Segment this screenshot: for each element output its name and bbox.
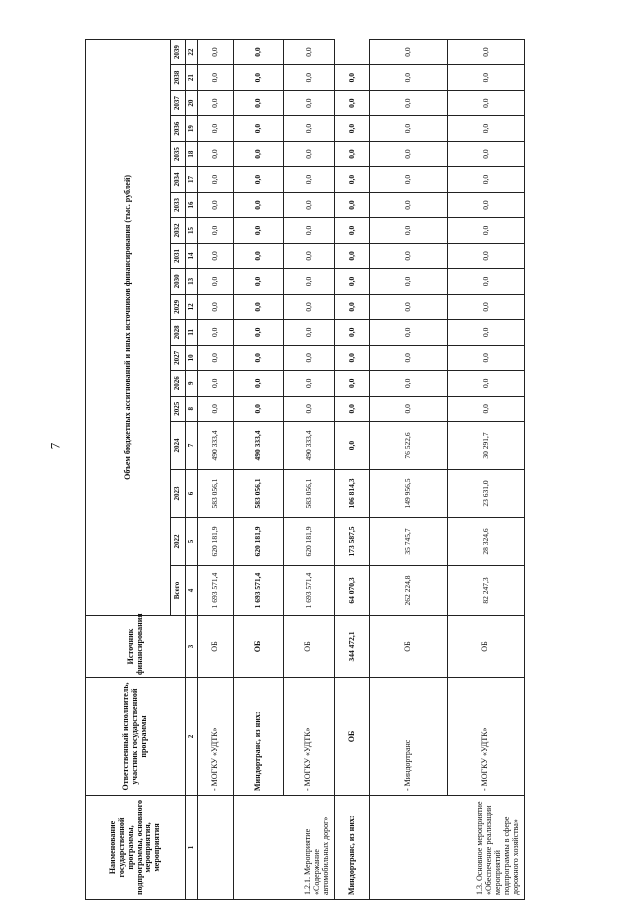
- value-2037-cell: 0,0: [334, 116, 370, 141]
- table-row: [334, 39, 370, 899]
- total-cell: 262 224,8: [370, 566, 447, 616]
- value-2037-cell: 0,0: [370, 90, 447, 115]
- value-2039-cell: 0,0: [198, 39, 234, 65]
- value-2022-cell: 620 181,9: [233, 518, 284, 566]
- value-2022-cell: 64 070,3: [334, 566, 370, 616]
- row-name-cell: 1.2.1. Мероприятие «Содержание автомобильных дорог»: [233, 796, 334, 900]
- table-row: [233, 39, 284, 899]
- value-2038-cell: 0,0: [198, 65, 234, 90]
- value-2025-cell: 0,0: [284, 396, 335, 421]
- value-2035-cell: 0,0: [370, 141, 447, 166]
- header-year-2038: 2038: [171, 65, 186, 90]
- total-cell: 1 693 571,4: [233, 566, 284, 616]
- value-2026-cell: 0,0: [334, 396, 370, 421]
- value-2025-cell: 0,0: [370, 396, 447, 421]
- value-2029-cell: 0,0: [233, 294, 284, 319]
- header-year-2028: 2028: [171, 320, 186, 345]
- value-2031-cell: 0,0: [198, 243, 234, 268]
- column-number: 8: [186, 396, 198, 421]
- value-2023-cell: 23 631,0: [447, 470, 524, 518]
- value-2032-cell: 0,0: [233, 218, 284, 243]
- responsible-cell: Миндортранс, из них:: [334, 796, 370, 900]
- column-number: 1: [186, 796, 198, 900]
- header-year-2030: 2030: [171, 269, 186, 294]
- value-2022-cell: 620 181,9: [198, 518, 234, 566]
- total-cell: 1 693 571,4: [284, 566, 335, 616]
- value-2039-cell: 0,0: [447, 39, 524, 65]
- value-2030-cell: 0,0: [284, 269, 335, 294]
- value-2036-cell: 0,0: [334, 141, 370, 166]
- row-name-cell: 1.3. Основное мероприятие «Обеспечение реализации мероприятий подпрограммы в сфере дорожного хозяйства»: [370, 796, 525, 900]
- value-2037-cell: 0,0: [233, 90, 284, 115]
- table-row: [447, 39, 524, 899]
- value-2036-cell: 0,0: [447, 116, 524, 141]
- value-2033-cell: 0,0: [198, 192, 234, 217]
- value-2027-cell: 0,0: [198, 345, 234, 370]
- value-2028-cell: 0,0: [447, 320, 524, 345]
- value-2037-cell: 0,0: [284, 90, 335, 115]
- value-2029-cell: 0,0: [370, 294, 447, 319]
- header-year-2035: 2035: [171, 141, 186, 166]
- value-2033-cell: 0,0: [370, 192, 447, 217]
- value-2032-cell: 0,0: [447, 218, 524, 243]
- value-2025-cell: 0,0: [233, 396, 284, 421]
- page-number: 7: [47, 442, 63, 450]
- value-2036-cell: 0,0: [233, 116, 284, 141]
- value-2035-cell: 0,0: [198, 141, 234, 166]
- value-2028-cell: 0,0: [284, 320, 335, 345]
- value-2029-cell: 0,0: [284, 294, 335, 319]
- value-2031-cell: 0,0: [334, 269, 370, 294]
- header-year-2025: 2025: [171, 396, 186, 421]
- column-number: 13: [186, 269, 198, 294]
- value-2023-cell: 173 587,5: [334, 518, 370, 566]
- value-2035-cell: 0,0: [284, 141, 335, 166]
- source-cell: ОБ: [447, 616, 524, 678]
- value-2033-cell: 0,0: [447, 192, 524, 217]
- funding-table: [85, 39, 525, 900]
- source-cell: ОБ: [370, 616, 447, 678]
- value-2039-cell: 0,0: [233, 39, 284, 65]
- header-year-2037: 2037: [171, 90, 186, 115]
- column-number: 2: [186, 678, 198, 796]
- source-cell: ОБ: [233, 616, 284, 678]
- value-2023-cell: 583 056,1: [233, 470, 284, 518]
- responsible-cell: - Миндортранс: [370, 678, 447, 796]
- value-2031-cell: 0,0: [233, 243, 284, 268]
- value-2036-cell: 0,0: [284, 116, 335, 141]
- total-cell: 82 247,3: [447, 566, 524, 616]
- column-number: 15: [186, 218, 198, 243]
- value-2028-cell: 0,0: [198, 320, 234, 345]
- column-number: 20: [186, 90, 198, 115]
- header-responsible: Ответственный исполнитель, участник государственной программы: [86, 678, 186, 796]
- value-2025-cell: 0,0: [198, 396, 234, 421]
- table-row: [370, 39, 447, 899]
- value-2024-cell: 490 333,4: [284, 422, 335, 470]
- total-cell: 344 472,1: [334, 616, 370, 678]
- value-2023-cell: 583 056,1: [198, 470, 234, 518]
- column-number: 9: [186, 371, 198, 396]
- value-2038-cell: 0,0: [334, 90, 370, 115]
- value-2029-cell: 0,0: [198, 294, 234, 319]
- value-2034-cell: 0,0: [233, 167, 284, 192]
- header-year-2034: 2034: [171, 167, 186, 192]
- header-year-2029: 2029: [171, 294, 186, 319]
- header-year-2036: 2036: [171, 116, 186, 141]
- value-2033-cell: 0,0: [233, 192, 284, 217]
- value-2038-cell: 0,0: [447, 65, 524, 90]
- value-2027-cell: 0,0: [284, 345, 335, 370]
- table-row: [284, 39, 335, 899]
- column-number: 11: [186, 320, 198, 345]
- column-number: 16: [186, 192, 198, 217]
- value-2037-cell: 0,0: [447, 90, 524, 115]
- value-2032-cell: 0,0: [370, 218, 447, 243]
- column-number: 10: [186, 345, 198, 370]
- value-2035-cell: 0,0: [334, 167, 370, 192]
- column-number: 4: [186, 566, 198, 616]
- funding-table-sheet: [85, 40, 525, 900]
- header-volume: Объем бюджетных ассигнований и иных источников финансирования (тыс. рублей): [86, 39, 171, 615]
- header-year-2027: 2027: [171, 345, 186, 370]
- value-2035-cell: 0,0: [233, 141, 284, 166]
- value-2027-cell: 0,0: [447, 345, 524, 370]
- value-2039-cell: 0,0: [284, 39, 335, 65]
- value-2022-cell: 28 324,6: [447, 518, 524, 566]
- value-2032-cell: 0,0: [334, 243, 370, 268]
- value-2036-cell: 0,0: [198, 116, 234, 141]
- value-2036-cell: 0,0: [370, 116, 447, 141]
- value-2030-cell: 0,0: [233, 269, 284, 294]
- value-2026-cell: 0,0: [284, 371, 335, 396]
- value-2028-cell: 0,0: [370, 320, 447, 345]
- header-year-2026: 2026: [171, 371, 186, 396]
- responsible-cell: - МОГКУ «УДТК»: [447, 678, 524, 796]
- column-number: 3: [186, 616, 198, 678]
- value-2024-cell: 76 522,6: [370, 422, 447, 470]
- column-number: 22: [186, 39, 198, 65]
- value-2034-cell: 0,0: [370, 167, 447, 192]
- value-2025-cell: 0,0: [334, 422, 370, 470]
- value-2030-cell: 0,0: [447, 269, 524, 294]
- column-number: 5: [186, 518, 198, 566]
- value-2024-cell: 490 333,4: [198, 422, 234, 470]
- table-row: [198, 39, 234, 899]
- column-number: 12: [186, 294, 198, 319]
- value-2038-cell: 0,0: [370, 65, 447, 90]
- value-2034-cell: 0,0: [198, 167, 234, 192]
- value-2030-cell: 0,0: [370, 269, 447, 294]
- column-number-row: [186, 39, 198, 899]
- responsible-cell: Миндортранс, из них:: [233, 678, 284, 796]
- value-2039-cell: 0,0: [370, 39, 447, 65]
- value-2030-cell: 0,0: [198, 269, 234, 294]
- header-year-2033: 2033: [171, 192, 186, 217]
- header-year-2031: 2031: [171, 243, 186, 268]
- column-number: 19: [186, 116, 198, 141]
- value-2031-cell: 0,0: [284, 243, 335, 268]
- header-year-2024: 2024: [171, 422, 186, 470]
- value-2029-cell: 0,0: [447, 294, 524, 319]
- header-total: Всего: [171, 566, 186, 616]
- value-2037-cell: 0,0: [198, 90, 234, 115]
- value-2030-cell: 0,0: [334, 294, 370, 319]
- value-2022-cell: 35 745,7: [370, 518, 447, 566]
- value-2034-cell: 0,0: [334, 192, 370, 217]
- source-cell: ОБ: [284, 616, 335, 678]
- value-2038-cell: 0,0: [233, 65, 284, 90]
- responsible-cell: - МОГКУ «УДТК»: [198, 678, 234, 796]
- value-2022-cell: 620 181,9: [284, 518, 335, 566]
- value-2024-cell: 30 291,7: [447, 422, 524, 470]
- header-name: Наименование государственной программы, подпрограммы, основного мероприятия, мероприятия: [86, 796, 186, 900]
- value-2027-cell: 0,0: [334, 371, 370, 396]
- value-2026-cell: 0,0: [233, 371, 284, 396]
- value-2028-cell: 0,0: [334, 345, 370, 370]
- value-2027-cell: 0,0: [370, 345, 447, 370]
- column-number: 21: [186, 65, 198, 90]
- value-2027-cell: 0,0: [233, 345, 284, 370]
- value-2026-cell: 0,0: [370, 371, 447, 396]
- value-2034-cell: 0,0: [447, 167, 524, 192]
- value-2033-cell: 0,0: [284, 192, 335, 217]
- header-year-2023: 2023: [171, 470, 186, 518]
- value-2032-cell: 0,0: [198, 218, 234, 243]
- value-2024-cell: 490 333,4: [233, 422, 284, 470]
- column-number: 6: [186, 470, 198, 518]
- source-cell: ОБ: [198, 616, 234, 678]
- header-year-2022: 2022: [171, 518, 186, 566]
- row-name-cell-empty: [198, 796, 234, 900]
- header-year-2032: 2032: [171, 218, 186, 243]
- value-2023-cell: 149 956,5: [370, 470, 447, 518]
- column-number: 18: [186, 141, 198, 166]
- value-2025-cell: 0,0: [447, 396, 524, 421]
- value-2034-cell: 0,0: [284, 167, 335, 192]
- source-cell: ОБ: [334, 678, 370, 796]
- value-2026-cell: 0,0: [447, 371, 524, 396]
- total-cell: 1 693 571,4: [198, 566, 234, 616]
- column-number: 17: [186, 167, 198, 192]
- table-body: [198, 39, 525, 899]
- header-year-2039: 2039: [171, 39, 186, 65]
- value-2035-cell: 0,0: [447, 141, 524, 166]
- responsible-cell: - МОГКУ «УДТК»: [284, 678, 335, 796]
- value-2026-cell: 0,0: [198, 371, 234, 396]
- value-2028-cell: 0,0: [233, 320, 284, 345]
- rotated-table-frame: [85, 40, 525, 900]
- header-source: Источник финансирования: [86, 616, 186, 678]
- value-2039-cell: 0,0: [334, 65, 370, 90]
- value-2031-cell: 0,0: [447, 243, 524, 268]
- value-2023-cell: 583 056,1: [284, 470, 335, 518]
- value-2024-cell: 106 814,3: [334, 470, 370, 518]
- value-2031-cell: 0,0: [370, 243, 447, 268]
- value-2038-cell: 0,0: [284, 65, 335, 90]
- column-number: 14: [186, 243, 198, 268]
- value-2029-cell: 0,0: [334, 320, 370, 345]
- column-number: 7: [186, 422, 198, 470]
- value-2032-cell: 0,0: [284, 218, 335, 243]
- value-2033-cell: 0,0: [334, 218, 370, 243]
